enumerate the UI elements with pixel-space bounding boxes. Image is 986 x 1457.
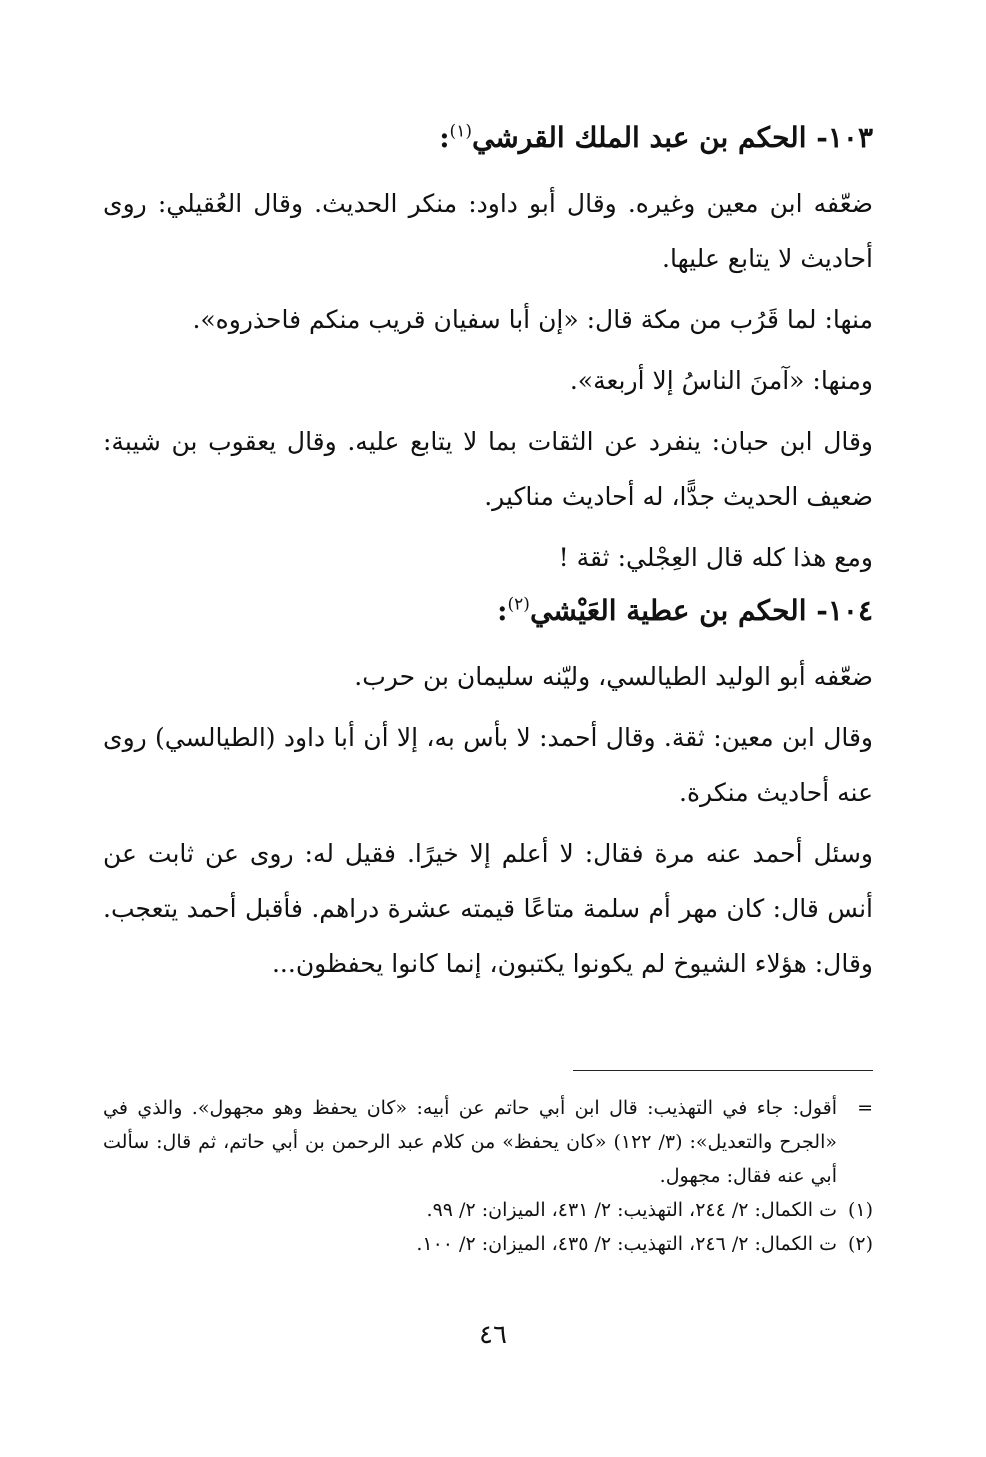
- footnotes-section: [103, 1070, 873, 1261]
- entry-heading-104: [103, 591, 873, 649]
- paragraph: ضعّفه أبو الوليد الطيالسي، وليّنه سليمان بن حرب.: [354, 662, 873, 691]
- continuation-mark: =: [857, 1097, 873, 1119]
- footnote-continuation: [103, 1091, 873, 1193]
- footnote-text: ت الكمال: ٢/ ٢٤٦، التهذيب: ٢/ ٤٣٥، الميزان: ٢/ ١٠٠.: [416, 1233, 837, 1255]
- entry-heading-103: [103, 118, 873, 176]
- paragraph: ضعّفه ابن معين وغيره. وقال أبو داود: منكر الحديث. وقال العُقيلي: روى أحاديث لا يتابع عليها.: [103, 189, 873, 273]
- page-number: ٤٦: [479, 1320, 507, 1350]
- footnote-reference: (١): [449, 121, 472, 142]
- paragraph: ومنها: «آمنَ الناسُ إلا أربعة».: [569, 366, 873, 395]
- paragraph: وقال ابن معين: ثقة. وقال أحمد: لا بأس به، إلا أن أبا داود (الطيالسي) روى عنه أحاديث منكرة.: [103, 723, 873, 807]
- footnote-separator: [573, 1070, 873, 1071]
- entry-heading-text: ١٠٤- الحكم بن عطية العَيْشي: [529, 594, 873, 627]
- main-text: [103, 118, 873, 997]
- paragraph: منها: لما قَرُب من مكة قال: «إن أبا سفيان قريب منكم فاحذروه».: [192, 305, 873, 334]
- footnote-text: أقول: جاء في التهذيب: قال ابن أبي حاتم عن أبيه: «كان يحفظ وهو مجهول». والذي في «الجرح والتعديل»: (٣/ ١٢٢) «كان يحفظ» من كلام عبد الرحمن بن أبي حاتم، ثم قال: سألت أبي عنه فقال: مجهول.: [103, 1097, 837, 1187]
- paragraph: وقال ابن حبان: ينفرد عن الثقات بما لا يتابع عليه. وقال يعقوب بن شيبة: ضعيف الحديث جدًّا، له أحاديث مناكير.: [103, 427, 873, 511]
- footnote-number: (١): [847, 1199, 873, 1221]
- heading-colon: :: [497, 594, 508, 627]
- entry-heading-text: ١٠٣- الحكم بن عبد الملك القرشي: [471, 121, 873, 154]
- footnote-text: ت الكمال: ٢/ ٢٤٤، التهذيب: ٢/ ٤٣١، الميزان: ٢/ ٩٩.: [426, 1199, 837, 1221]
- paragraph: وسئل أحمد عنه مرة فقال: لا أعلم إلا خيرًا. فقيل له: روى عن ثابت عن أنس قال: كان مهر أم سلمة متاعًا قيمته عشرة دراهم. فأقبل أحمد يتعجب. وقال: هؤلاء الشيوخ لم يكونوا يكتبون، إنما كانوا يحفظون...: [103, 839, 873, 978]
- paragraph: ومع هذا كله قال العِجْلي: ثقة !: [558, 543, 873, 572]
- footnote-number: (٢): [847, 1233, 873, 1255]
- heading-colon: :: [439, 121, 450, 154]
- footnote-1: [103, 1193, 873, 1227]
- footnote-reference: (٢): [507, 594, 530, 615]
- footnote-2: [103, 1227, 873, 1261]
